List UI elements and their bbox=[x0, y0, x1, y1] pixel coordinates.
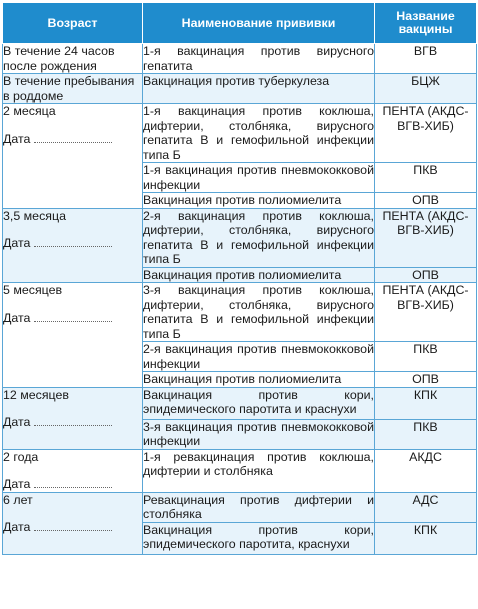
vaccination-name-cell: 2-я вакцинация против пневмококковой инфекции bbox=[143, 342, 374, 371]
date-label: Дата bbox=[3, 520, 31, 534]
header-age: Возраст bbox=[3, 3, 143, 44]
vaccination-name-cell: 1-я вакцинация против вирусного гепатита bbox=[143, 44, 374, 73]
age-label: 6 лет bbox=[3, 492, 33, 507]
vaccine-code-cell: ПЕНТА (АКДС-ВГВ-ХИБ) bbox=[375, 283, 477, 342]
vaccine-code-cell: ПЕНТА (АКДС-ВГВ-ХИБ) bbox=[375, 208, 477, 267]
vaccination-schedule-table bbox=[2, 2, 477, 555]
date-field[interactable] bbox=[3, 236, 142, 251]
date-label: Дата bbox=[3, 131, 31, 146]
table-header-row bbox=[3, 3, 477, 44]
age-cell bbox=[3, 74, 143, 104]
date-blank-line[interactable] bbox=[34, 486, 112, 488]
vaccination-name-cell: 2-я вакцинация против коклюша, дифтерии, столбняка, вирусного гепатита В и гемофильной инфекции типа Б bbox=[143, 208, 374, 266]
vaccine-code-cell: КПК bbox=[375, 522, 477, 554]
vaccination-name-cell: 1-я ревакцинация против коклюша, дифтерии и столбняка bbox=[143, 449, 375, 492]
age-cell bbox=[3, 387, 143, 449]
vaccine-code-cell: ПКВ bbox=[375, 342, 477, 372]
table-row bbox=[3, 492, 477, 522]
date-label: Дата bbox=[3, 236, 31, 250]
table-body bbox=[3, 44, 477, 555]
date-field[interactable] bbox=[3, 132, 142, 147]
vaccination-name-cell: 1-я вакцинация против коклюша, дифтерии, столбняка, вирусного гепатита В и гемофильной инфекции типа Б bbox=[143, 104, 374, 162]
vaccination-name-cell: 3-я вакцинация против коклюша, дифтерии, столбняка, вирусного гепатита В и гемофильной инфекции типа Б bbox=[143, 283, 374, 341]
vaccination-name-cell: Вакцинация против полиомиелита bbox=[143, 267, 375, 283]
table-row bbox=[3, 74, 477, 104]
vaccination-name-cell: Ревакцинация против дифтерии и столбняка bbox=[143, 492, 374, 521]
age-label: 12 месяцев bbox=[3, 387, 69, 402]
date-blank-line[interactable] bbox=[34, 141, 112, 143]
vaccine-code-cell: АКДС bbox=[375, 449, 477, 492]
vaccine-code-cell: ПКВ bbox=[375, 163, 477, 193]
vaccine-code-cell: ПЕНТА (АКДС-ВГВ-ХИБ) bbox=[375, 104, 477, 163]
vaccination-name-cell: Вакцинация против туберкулеза bbox=[143, 74, 375, 104]
vaccination-name-cell: Вакцинация против полиомиелита bbox=[143, 372, 375, 388]
date-field[interactable] bbox=[3, 415, 142, 430]
vaccine-code-cell: АДС bbox=[375, 492, 477, 522]
age-label: 2 года bbox=[3, 449, 39, 464]
age-label: 3,5 месяца bbox=[3, 208, 66, 223]
vaccine-code-cell: ОПВ bbox=[375, 372, 477, 388]
vaccination-name-cell: Вакцинация против кори, эпидемического паротита и краснухи bbox=[143, 387, 375, 419]
vaccination-name-cell: 3-я вакцинация против пневмококковой инфекции bbox=[143, 419, 374, 448]
vaccine-code-cell: ВГВ bbox=[375, 44, 477, 74]
date-blank-line[interactable] bbox=[34, 529, 112, 531]
age-cell bbox=[3, 104, 143, 209]
vaccination-name-cell: Вакцинация против кори, эпидемического паротита, краснухи bbox=[143, 522, 375, 554]
table-row bbox=[3, 44, 477, 74]
vaccine-code-cell: БЦЖ bbox=[375, 74, 477, 104]
date-blank-line[interactable] bbox=[34, 320, 112, 322]
date-blank-line[interactable] bbox=[34, 245, 112, 247]
table-row bbox=[3, 283, 477, 342]
age-cell bbox=[3, 449, 143, 492]
table-row bbox=[3, 449, 477, 492]
vaccination-name-cell: Вакцинация против полиомиелита bbox=[143, 193, 375, 209]
age-cell bbox=[3, 208, 143, 283]
date-field[interactable] bbox=[3, 520, 142, 535]
date-field[interactable] bbox=[3, 477, 142, 492]
age-cell bbox=[3, 283, 143, 388]
date-label: Дата bbox=[3, 415, 31, 429]
age-label: В течение пребывания в роддоме bbox=[3, 74, 135, 103]
age-label: 2 месяца bbox=[3, 104, 56, 118]
vaccination-name-cell: 1-я вакцинация против пневмококковой инфекции bbox=[143, 163, 374, 192]
table-row bbox=[3, 387, 477, 419]
table-row bbox=[3, 208, 477, 267]
age-label: В течение 24 часов после рождения bbox=[3, 44, 115, 73]
date-field[interactable] bbox=[3, 311, 142, 326]
header-vaccine-name: Название вакцины bbox=[375, 3, 477, 44]
header-vaccination-name: Наименование прививки bbox=[143, 3, 375, 44]
date-label: Дата bbox=[3, 310, 31, 325]
vaccine-code-cell: ОПВ bbox=[375, 267, 477, 283]
vaccine-code-cell: КПК bbox=[375, 387, 477, 419]
age-label: 5 месяцев bbox=[3, 283, 63, 297]
date-blank-line[interactable] bbox=[34, 424, 112, 426]
vaccine-code-cell: ОПВ bbox=[375, 193, 477, 209]
vaccine-code-cell: ПКВ bbox=[375, 419, 477, 449]
age-cell bbox=[3, 44, 143, 74]
date-label: Дата bbox=[3, 477, 31, 491]
table-row bbox=[3, 104, 477, 163]
age-cell bbox=[3, 492, 143, 554]
